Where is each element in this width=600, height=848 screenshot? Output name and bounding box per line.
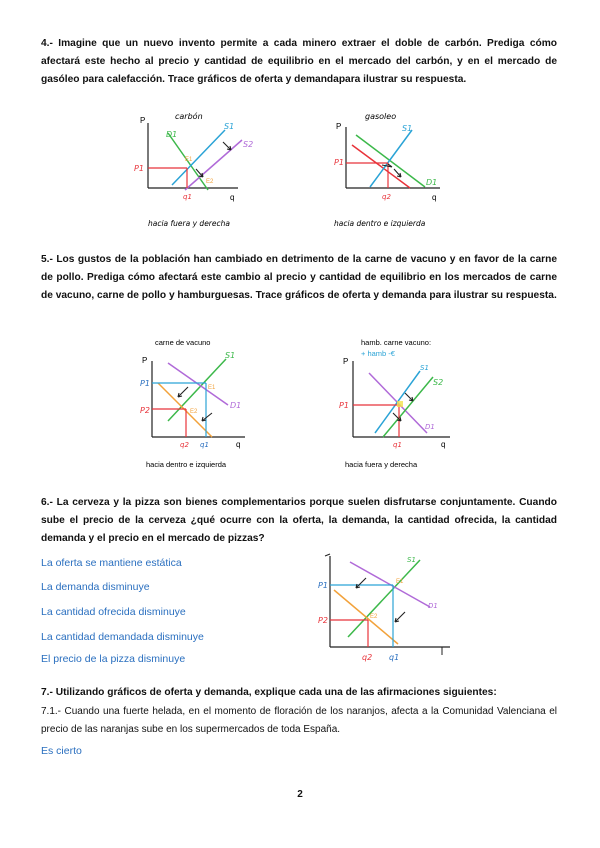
graph-carbon-title: carbón xyxy=(175,112,203,121)
demand-curve-d2 xyxy=(352,145,410,188)
q6-answer-3: La cantidad ofrecida disminuye xyxy=(41,606,186,618)
arrow-icon xyxy=(395,612,405,622)
e1-label: E1 xyxy=(208,385,216,391)
graph-pizza xyxy=(310,552,460,667)
supply-curve-s2 xyxy=(185,140,242,190)
graph-carbon-caption: hacia fuera y derecha xyxy=(148,219,230,228)
q2-label: q2 xyxy=(362,653,373,662)
graph-carne-vacuno xyxy=(140,333,280,473)
p1-label: P1 xyxy=(134,164,144,173)
s1-label: S1 xyxy=(225,351,236,360)
graph-hamb-subtitle: + hamb -€ xyxy=(361,349,395,358)
graph-hamb-q-label: q xyxy=(441,440,446,449)
q1-label: q1 xyxy=(200,441,209,449)
equilibrium-marker xyxy=(397,401,403,407)
d1-label: D1 xyxy=(425,423,435,431)
question-5-text: 5.- Los gustos de la población han cambiado en detrimento de la carne de vacuno y en favor de la carne de pollo. Prediga cómo afectará este cambio al precio y cantidad de equilibrio en los mercados de carne de vacuno, carne de pollo y hamburguesas. Trace gráficos de oferta y demanda para ilustrar su respuesta. xyxy=(41,254,557,301)
question-7-text: 7.- Utilizando gráficos de oferta y demanda, explique cada una de las afirmaciones siguientes: xyxy=(41,687,497,698)
graph-vacuno-p-label: P xyxy=(142,356,148,365)
graph-hamb-p-label: P xyxy=(343,357,349,366)
s1-label: S1 xyxy=(402,124,413,133)
arrow-icon xyxy=(196,169,203,177)
graph-gasoleo-p-label: P xyxy=(336,122,342,131)
s1-label: S1 xyxy=(407,556,416,564)
question-6-text: 6.- La cerveza y la pizza son bienes complementarios porque suelen disfrutarse conjuntamente. Cuando sube el precio de la cerveza ¿qué ocurre con la oferta, la demanda, la cantidad ofrecida, la cantidad demanda y el precio en el mercado de pizzas? xyxy=(41,497,557,544)
graph-vacuno-q-label: q xyxy=(236,440,241,449)
arrow-icon xyxy=(223,142,231,150)
q1-label: q1 xyxy=(389,653,400,662)
demand-curve-d1 xyxy=(356,135,425,187)
graph-vacuno-caption: hacia dentro e izquierda xyxy=(146,460,227,469)
graph-carbon-p-label: P xyxy=(140,116,146,125)
e2-label: E2 xyxy=(206,179,214,185)
e1-label: E1 xyxy=(185,157,193,163)
question-7-1-text: 7.1.- Cuando una fuerte helada, en el momento de floración de los naranjos, afecta a la Comunidad Valenciana el precio de las naranjas sube en los supermercados de toda España. xyxy=(41,706,557,735)
s1-label: S1 xyxy=(224,122,235,131)
s1-label: S1 xyxy=(420,364,429,372)
p2-label: P2 xyxy=(140,406,150,415)
axis-tick xyxy=(325,554,330,556)
graph-gasoleo xyxy=(330,105,480,230)
arrow-icon xyxy=(178,387,188,397)
d1-label: D1 xyxy=(230,401,242,410)
demand-curve-d2 xyxy=(334,590,398,644)
d1-label: D1 xyxy=(428,602,438,610)
arrow-icon xyxy=(202,413,212,421)
q6-answer-4: La cantidad demandada disminuye xyxy=(41,631,204,643)
page-number: 2 xyxy=(297,789,303,800)
supply-curve-s1 xyxy=(370,130,412,187)
graph-hamb-caption: hacia fuera y derecha xyxy=(345,460,418,469)
q6-answer-1: La oferta se mantiene estática xyxy=(41,557,182,569)
q6-answer-5: El precio de la pizza disminuye xyxy=(41,653,186,665)
q1-label: q1 xyxy=(183,193,192,201)
graph-gasoleo-title: gasoleo xyxy=(365,112,397,121)
arrow-icon xyxy=(405,393,413,401)
p1-label: P1 xyxy=(318,581,328,590)
d1-label: D1 xyxy=(426,178,438,187)
graph-vacuno-title: carne de vacuno xyxy=(155,338,211,347)
s2-label: S2 xyxy=(433,378,444,387)
p1-label: P1 xyxy=(140,379,150,388)
demand-curve-d1 xyxy=(168,363,228,405)
arrow-icon xyxy=(394,169,401,177)
q6-answer-2: La demanda disminuye xyxy=(41,581,150,593)
graph-gasoleo-q-label: q xyxy=(432,193,437,202)
supply-curve-s1 xyxy=(348,560,420,637)
demand-curve-d2 xyxy=(158,383,212,437)
arrow-icon xyxy=(356,578,366,588)
q1-label: q1 xyxy=(393,441,402,449)
q2-label: q2 xyxy=(382,193,391,201)
d1-label: D1 xyxy=(166,130,178,139)
e1-label: E1 xyxy=(396,579,404,585)
s2-label: S2 xyxy=(243,140,254,149)
p1-label: P1 xyxy=(339,401,349,410)
graph-gasoleo-caption: hacia dentro e izquierda xyxy=(334,219,426,228)
q2-label: q2 xyxy=(180,441,189,449)
p2-label: P2 xyxy=(318,616,328,625)
p1-label: P1 xyxy=(334,158,344,167)
e2-label: E2 xyxy=(370,614,378,620)
e2-label: E2 xyxy=(190,409,198,415)
graph-hamburguesas xyxy=(335,333,480,473)
graph-carbon-q-label: q xyxy=(230,193,235,202)
question-4-text: 4.- Imagine que un nuevo invento permite a cada minero extraer el doble de carbón. Prediga cómo afectará este hecho al precio y cantidad de equilibrio en el mercado del carbón, y en el mercado de gasóleo para calefacción. Trace gráficos de oferta y demandapara ilustrar su respuesta. xyxy=(41,38,557,85)
q7-answer: Es cierto xyxy=(41,745,82,757)
graph-carbon xyxy=(130,105,280,230)
graph-hamb-title: hamb. carne vacuno: xyxy=(361,338,432,347)
